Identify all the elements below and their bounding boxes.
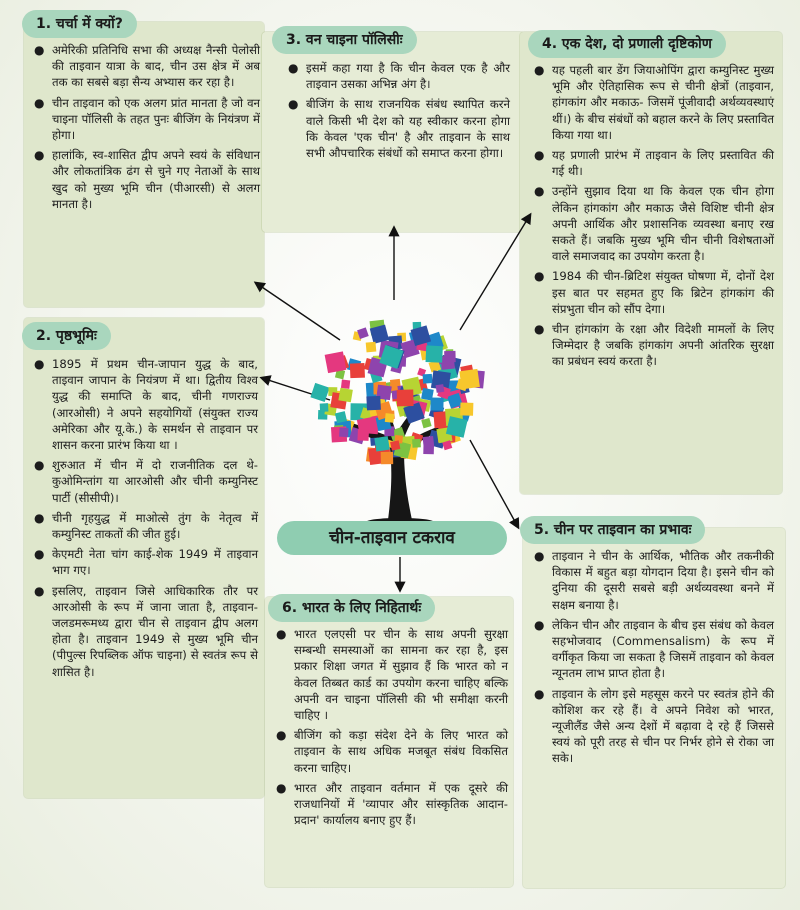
section-2-title: 2. पृष्ठभूमिः <box>22 322 111 350</box>
list-item: ● यह पहली बार डेंग जियाओपिंग द्वारा कम्युनिस्ट मुख्य भूमि और ऐतिहासिक रूप से चीनी क्षेत्रों (ताइवान, हांगकांग और मकाऊ- जिसमें पूंजीवादी अर्थव्यवस्थाएं थीं।) के बीच संबंधों को बहाल करने के लिए प्रस्तावित किया गया था। <box>534 63 774 142</box>
canopy-tile <box>374 436 389 451</box>
canopy-tile <box>341 380 350 389</box>
canopy-tile <box>325 351 347 373</box>
section-6-title: 6. भारत के लिए निहितार्थः <box>268 594 435 622</box>
list-item: ● इसमें कहा गया है कि चीन केवल एक है और ताइवान उसका अभिन्न अंग है। <box>288 61 510 92</box>
canopy-tile <box>366 396 381 411</box>
arrow-to-section-1 <box>256 283 340 340</box>
bullet-icon: ● <box>34 95 45 110</box>
canopy-tile <box>357 429 369 441</box>
list-item: ● बीजिंग के साथ राजनयिक संबंध स्थापित करने वाले किसी भी देश को यह स्वीकार करना होगा कि केवल 'एक चीन' है और ताइवान के साथ सभी औपचारिक संबंधों को समाप्त करना होगा। <box>288 97 510 161</box>
canopy-tile <box>397 390 414 407</box>
bullet-icon: ● <box>534 322 545 337</box>
section-4-title: 4. एक देश, दो प्रणाली दृष्टिकोण <box>528 30 726 58</box>
canopy-tile <box>426 345 443 362</box>
list-item: ● ताइवान ने चीन के आर्थिक, भौतिक और तकनीकी विकास में बहुत बड़ा योगदान दिया है। इसने चीन को दुनिया की दूसरी सबसे बड़ी अर्थव्यवस्था बनने में सक्षम बनाया है। <box>534 549 774 612</box>
section-3-content <box>284 60 510 165</box>
bullet-icon: ● <box>34 148 45 163</box>
canopy-tile <box>381 452 394 465</box>
canopy-tile <box>366 342 377 353</box>
list-item: ● चीन हांगकांग के रक्षा और विदेशी मामलों के लिए जिम्मेदार है जबकि हांगकांग अपनी आंतरिक सुरक्षा का प्रबंधन स्वयं करता है। <box>534 322 774 369</box>
section-6-content <box>272 626 508 832</box>
bullet-icon: ● <box>276 780 287 795</box>
canopy-tile <box>421 388 434 401</box>
bullet-icon: ● <box>534 148 545 163</box>
list-item: ● 1895 में प्रथम चीन-जापान युद्ध के बाद, ताइवान जापान के नियंत्रण में था। द्वितीय विश्व युद्ध की समाप्ति के बाद, चीनी गणराज्य (आरओसी) ने अपने सहयोगियों (संयुक्त राज्य अमेरिका और यू.के.) के समर्थन से ताइवान पर शासन करना प्रारंभ किया था । <box>34 357 258 453</box>
canopy-tile <box>338 388 352 402</box>
canopy-tile <box>423 374 433 384</box>
bullet-icon: ● <box>276 627 287 641</box>
list-item: ● चीनी गृहयुद्ध में माओत्से तुंग के नेतृत्व में कम्युनिस्ट ताकतों की जीत हुई। <box>34 510 258 542</box>
canopy-tile <box>412 439 421 448</box>
list-item: ● भारत और ताइवान वर्तमान में एक दूसरे की राजधानियों में 'व्यापार और सांस्कृतिक आदान-प्रदान' कार्यालय बनाए हुए हैं। <box>276 780 508 828</box>
canopy-tile <box>440 355 455 370</box>
arrow-to-section-4 <box>460 215 530 330</box>
bullet-icon: ● <box>288 61 299 75</box>
bullet-icon: ● <box>534 63 545 77</box>
list-item: ● 1984 की चीन-ब्रिटिश संयुक्त घोषणा में, दोनों देश इस बात पर सहमत हुए कि ब्रिटेन हांगकांग की संप्रभुता चीन को सौंप देगा। <box>534 269 774 316</box>
bullet-icon: ● <box>534 549 545 563</box>
canopy-tile <box>339 428 348 437</box>
bullet-icon: ● <box>34 583 45 598</box>
canopy-tile <box>423 443 434 454</box>
list-item: ● इसलिए, ताइवान जिसे आधिकारिक तौर पर आरओसी के रूप में जाना जाता है, ताइवान-जलडमरूमध्य द्वारा चीन से ताइवान द्वीप अलग होता है। ताइवान 1949 से मुख्य भूमि चीन (पीपुल्स रिपब्लिक ऑफ चाइना) से स्वतंत्र रूप से शासित है। <box>34 583 258 679</box>
bullet-icon: ● <box>34 458 45 473</box>
bullet-icon: ● <box>276 728 287 743</box>
list-item: ● लेकिन चीन और ताइवान के बीच इस संबंध को केवल सहभोजवाद (Commensalism) के रूप में वर्गीकृत किया जा सकता है जिसमें ताइवान को केवल न्यूनतम लाभ प्राप्त होता है। <box>534 617 774 681</box>
list-item: ● अमेरिकी प्रतिनिधि सभा की अध्यक्ष नैन्सी पेलोसी की ताइवान यात्रा के बाद, चीन उस क्षेत्र में अब तक का सबसे बड़ा सैन्य अभ्यास कर रहा है। <box>34 43 260 90</box>
bullet-icon: ● <box>34 357 45 371</box>
bullet-icon: ● <box>534 184 545 199</box>
canopy-tile <box>436 384 445 393</box>
center-topic-title: चीन-ताइवान टकराव <box>277 521 507 555</box>
tree-icon <box>310 320 484 526</box>
section-5-title: 5. चीन पर ताइवान का प्रभावः <box>520 516 705 544</box>
bullet-icon: ● <box>534 269 545 284</box>
bullet-icon: ● <box>534 617 545 632</box>
bullet-icon: ● <box>34 43 45 57</box>
list-item: ● केएमटी नेता चांग काई-शेक 1949 में ताइवान भाग गए। <box>34 547 258 578</box>
canopy-tile <box>385 413 395 423</box>
bullet-icon: ● <box>534 686 545 701</box>
bullet-icon: ● <box>34 547 45 562</box>
section-1-title: 1. चर्चा में क्यों? <box>22 10 137 38</box>
section-1-content <box>30 42 260 216</box>
list-item: ● उन्होंने सुझाव दिया था कि केवल एक चीन होगा लेकिन हांगकांग और मकाऊ जैसे विशिष्ट चीनी क्षेत्र अपनी आर्थिक और प्रशासनिक व्यवस्था बनाए रख सकते हैं। जबकि मुख्य भूमि चीन चीनी विशेषताओं वाले समाजवाद का उपयोग करता है। <box>534 184 774 264</box>
canopy-tile <box>320 403 329 412</box>
list-item: ● भारत एलएसी पर चीन के साथ अपनी सुरक्षा सम्बन्धी समस्याओं का सामना कर रहा है, इस प्रकार शिक्षा जगत में सुझाव हैं कि भारत को न केवल तिब्बत कार्ड का उपयोग करना चाहिए बल्कि अपनी वन चाइना पॉलिसी की भी समीक्षा करनी चाहिए । <box>276 627 508 723</box>
arrow-to-section-5 <box>470 440 518 527</box>
list-item: ● हालांकि, स्व-शासित द्वीप अपने स्वयं के संविधान और लोकतांत्रिक ढंग से चुने गए नेताओं के साथ खुद को मुख्य भूमि चीन (पीआरसी) से अलग मानता है। <box>34 148 260 211</box>
canopy-tile <box>460 403 473 416</box>
section-4-content <box>530 62 774 374</box>
bullet-icon: ● <box>34 510 45 525</box>
section-2-content <box>30 356 258 684</box>
canopy-tile <box>430 397 443 410</box>
list-item: ● ताइवान के लोग इसे महसूस करने पर स्वतंत्र होने की कोशिश कर रहे हैं। वे अपने निवेश को भारत, न्यूजीलैंड जैसे अन्य देशों में बढ़ावा दे रहे हैं जिससे स्वयं को पूरी तरह से चीन पर निर्भर होने से रोका जा सके। <box>534 686 774 766</box>
canopy-tile <box>350 363 365 378</box>
canopy-tile <box>390 440 400 450</box>
list-item: ● शुरुआत में चीन में दो राजनीतिक दल थे- कुओमिन्तांग या आरओसी और चीनी कम्युनिस्ट पार्टी (सीसीपी)। <box>34 458 258 505</box>
list-item: ● चीन ताइवान को एक अलग प्रांत मानता है जो वन चाइना पॉलिसी के तहत पुनः बीजिंग के नियंत्रण में होगा। <box>34 95 260 143</box>
list-item: ● यह प्रणाली प्रारंभ में ताइवान के लिए प्रस्तावित की गई थी। <box>534 148 774 179</box>
section-3-title: 3. वन चाइना पॉलिसीः <box>272 26 417 54</box>
bullet-icon: ● <box>288 97 299 112</box>
list-item: ● बीजिंग को कड़ा संदेश देने के लिए भारत को ताइवान के साथ अधिक मजबूत संबंध विकसित करना चाहिए। <box>276 728 508 775</box>
section-5-content <box>530 548 774 771</box>
